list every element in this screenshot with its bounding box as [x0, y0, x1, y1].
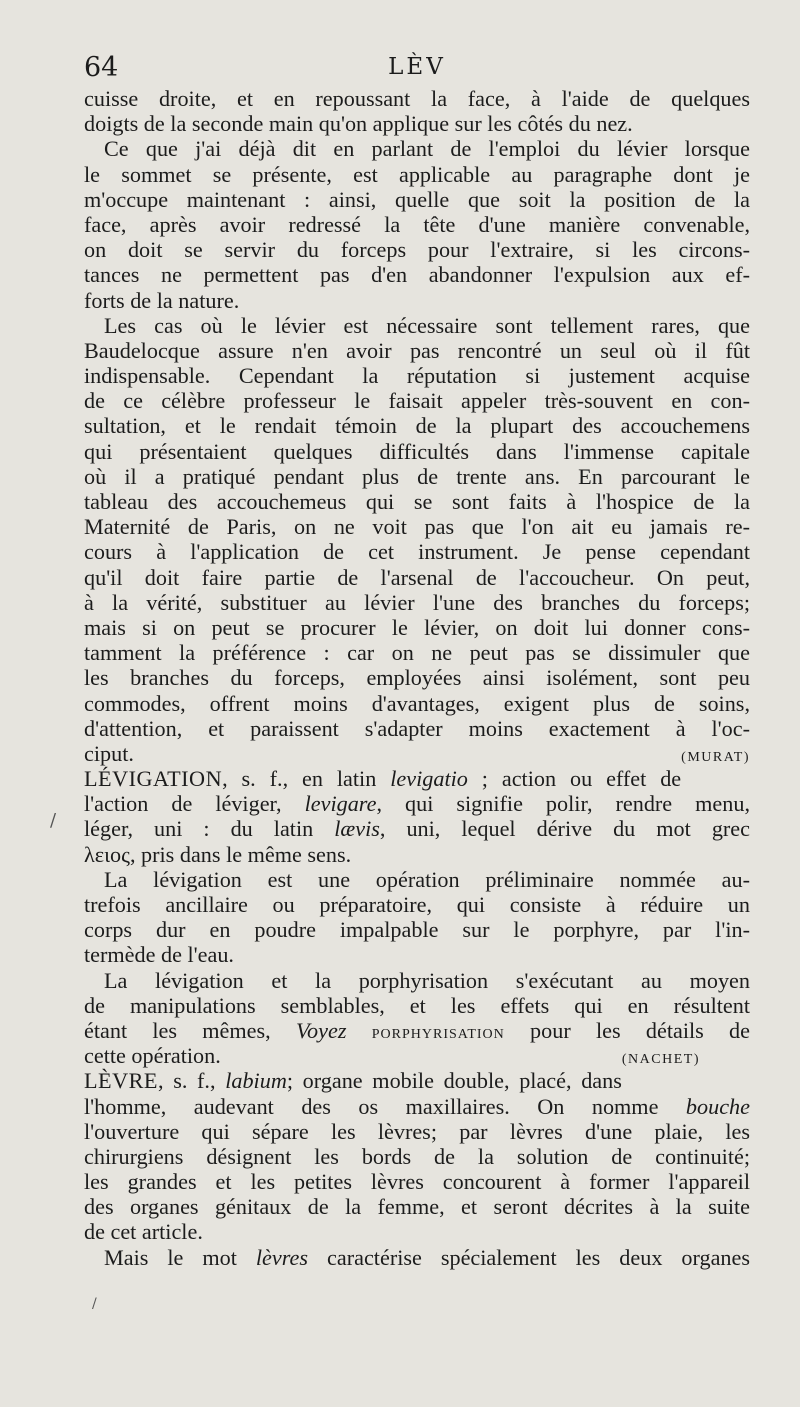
text-segment: , uni, lequel dérive du mot grec	[379, 816, 751, 842]
text-line: sultation, et le rendait témoin de la plupart des accouchemens	[84, 413, 750, 439]
latin-term: levigare	[304, 791, 377, 817]
text-line: on doit se servir du forceps pour l'extraire, si les circons-	[84, 237, 750, 263]
text-segment: ; action ou effet de	[467, 766, 682, 792]
text-line: Maternité de Paris, on ne voit pas que l'on ait eu jamais re-	[84, 514, 750, 540]
text-line-with-signature	[84, 1043, 750, 1068]
cross-reference-voyez: Voyez	[295, 1017, 347, 1043]
text-line: les branches du forceps, employées ainsi isolément, sont peu	[84, 665, 750, 691]
text-line: des organes génitaux de la femme, et seront décrites à la suite	[84, 1194, 750, 1220]
text-segment: , s. f.,	[157, 1068, 226, 1094]
text-line: La lévigation est une opération préliminaire nommée au-	[104, 866, 750, 892]
term-italic: lèvres	[255, 1244, 309, 1270]
text-line: trefois ancillaire ou préparatoire, qui consiste à réduire un	[84, 892, 750, 917]
text-segment: caractérise spécialement les deux organes	[308, 1244, 750, 1270]
text-segment: ; organe mobile double, placé, dans	[286, 1068, 622, 1094]
text-line: de cet article.	[84, 1219, 203, 1245]
text-line: où il a pratiqué pendant plus de trente ans. En parcourant le	[84, 463, 750, 489]
page-header	[84, 52, 750, 86]
margin-mark: /	[92, 1296, 97, 1312]
text-line: La lévigation et la porphyrisation s'exécutant au moyen	[104, 967, 750, 993]
text-line: les grandes et les petites lèvres concourent à former l'appareil	[84, 1169, 750, 1195]
text-line	[84, 842, 750, 867]
text-line: Baudelocque assure n'en avoir pas rencontré un seul où il fût	[84, 337, 750, 363]
text-line: termède de l'eau.	[84, 942, 234, 968]
text-line: d'attention, et paraissent s'adapter moins exactement à l'oc-	[84, 715, 750, 741]
text-line: Les cas où le lévier est nécessaire sont tellement rares, que	[104, 312, 750, 338]
text-line: indispensable. Cependant la réputation si justement acquise	[84, 363, 750, 389]
text-line: doigts de la seconde main qu'on applique sur les côtés du nez.	[84, 111, 633, 137]
text-segment: , pris dans le même sens.	[129, 841, 352, 867]
text-segment: Mais le mot	[104, 1244, 256, 1270]
margin-mark: /	[50, 810, 57, 831]
text-line: corps dur en poudre impalpable sur le porphyre, par l'in-	[84, 917, 750, 943]
text-segment: pour les détails de	[504, 1017, 750, 1043]
text-line	[84, 1018, 750, 1043]
text-line: de manipulations semblables, et les effets qui en résultent	[84, 992, 750, 1018]
text-line: ciput.	[84, 740, 134, 766]
text-segment: léger, uni : du latin	[84, 816, 335, 842]
author-signature-murat: (MURAT)	[681, 749, 750, 765]
text-line: chirurgiens désignent les bords de la solution de continuité;	[84, 1143, 750, 1169]
entry-headword-levigation: LÉVIGATION	[84, 766, 223, 792]
text-line: forts de la nature.	[84, 287, 240, 313]
text-line: de ce célèbre professeur le faisait appeler très-souvent en con-	[84, 388, 750, 414]
text-line: cours à l'application de cet instrument. Je pense cependant	[84, 539, 750, 565]
author-signature-nachet: (NACHET)	[621, 1052, 700, 1068]
text-line: qu'il doit faire partie de l'arsenal de l'accoucheur. On peut,	[84, 564, 750, 590]
text-line: Ce que j'ai déjà dit en parlant de l'emploi du lévier lorsque	[104, 136, 750, 162]
entry-levigation-line	[84, 766, 750, 791]
text-line: tamment la préférence : car on ne peut pas se dissimuler que	[84, 640, 750, 666]
term-italic: bouche	[685, 1093, 750, 1119]
text-line: l'ouverture qui sépare les lèvres; par lèvres d'une plaie, les	[84, 1118, 750, 1144]
text-segment: l'action de léviger,	[84, 791, 305, 817]
text-line: m'occupe maintenant : ainsi, quelle que soit la position de la	[84, 186, 750, 212]
text-line: cuisse droite, et en repoussant la face, à l'aide de quelques	[84, 86, 750, 111]
text-line: face, après avoir redressé la tête d'une manière convenable,	[84, 211, 750, 237]
text-line-with-signature	[84, 741, 750, 766]
text-segment: , qui signifie polir, rendre menu,	[376, 791, 751, 817]
text-line	[84, 791, 750, 816]
greek-term: λειος	[84, 841, 130, 867]
text-line: cette opération.	[84, 1043, 221, 1069]
page-number: 64	[84, 52, 119, 83]
text-line	[84, 1094, 750, 1119]
latin-term: labium	[225, 1068, 287, 1094]
text-segment: , s. f., en latin	[222, 766, 391, 792]
text-line: mais si on peut se procurer le lévier, on doit lui donner cons-	[84, 614, 750, 640]
text-body	[84, 86, 750, 1270]
text-line: commodes, offrent moins d'avantages, exigent plus de soins,	[84, 690, 750, 716]
text-line: tances ne permettent pas d'en abandonner l'expulsion aux ef-	[84, 262, 750, 288]
text-segment: étant les mêmes,	[84, 1017, 296, 1043]
text-line: le sommet se présente, est applicable au paragraphe dont je	[84, 161, 750, 187]
running-head: LÈV	[388, 54, 446, 80]
text-line: à la vérité, substituer au lévier l'une des branches du forceps;	[84, 589, 750, 615]
text-line: qui présentaient quelques difficultés dans l'immense capitale	[84, 438, 750, 464]
cross-reference-target: PORPHYRISATION	[371, 1026, 505, 1042]
text-line	[84, 816, 750, 841]
text-line: tableau des accouchemeus qui se sont faits à l'hospice de la	[84, 489, 750, 514]
text-line	[84, 1245, 750, 1270]
text-segment: l'homme, audevant des os maxillaires. On nomme	[84, 1093, 686, 1119]
entry-headword-levre: LÈVRE	[84, 1068, 158, 1094]
latin-term: lævis	[334, 816, 380, 842]
latin-term: levigatio	[390, 766, 468, 792]
